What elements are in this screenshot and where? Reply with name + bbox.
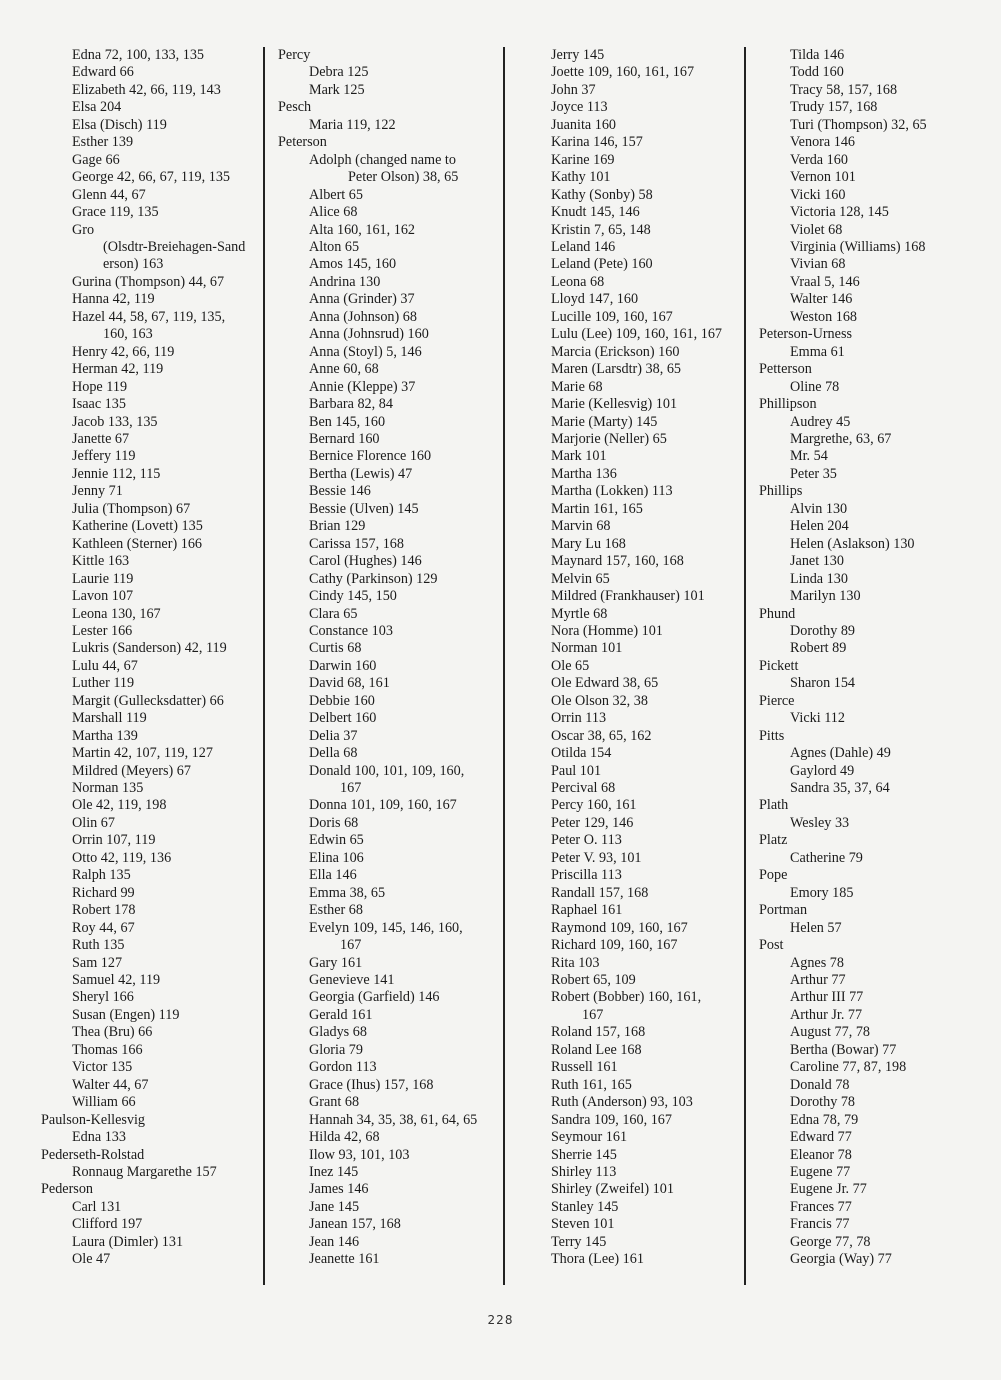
index-entry: Gaylord 49 — [790, 762, 855, 779]
index-entry: George 77, 78 — [790, 1233, 871, 1250]
index-entry: Debbie 160 — [309, 692, 375, 709]
index-entry: Gro — [72, 221, 95, 238]
index-entry: Elsa (Disch) 119 — [72, 116, 167, 133]
index-entry: George 42, 66, 67, 119, 135 — [72, 169, 231, 186]
index-entry: Francis 77 — [790, 1216, 850, 1233]
index-entry: Donald 100, 101, 109, 160, — [309, 762, 465, 779]
index-entry: Marie (Marty) 145 — [551, 413, 658, 430]
index-entry: Arthur 77 — [790, 972, 846, 989]
index-column-2 — [278, 47, 500, 1269]
index-entry: Todd 160 — [790, 64, 844, 81]
index-surname-heading: Pope — [759, 867, 788, 884]
index-surname-heading: Pitts — [759, 727, 785, 744]
index-surname-heading: Peterson-Urness — [759, 326, 852, 343]
index-entry: Henry 42, 66, 119 — [72, 343, 175, 360]
index-entry: Kristin 7, 65, 148 — [551, 221, 651, 238]
index-entry: Curtis 68 — [309, 640, 362, 657]
index-entry: Marie (Kellesvig) 101 — [551, 396, 678, 413]
index-surname-heading: Phund — [759, 605, 796, 622]
index-surname-heading: Pesch — [278, 99, 312, 116]
index-entry: Olin 67 — [72, 814, 115, 831]
index-entry: Roland Lee 168 — [551, 1041, 642, 1058]
index-entry: Alton 65 — [309, 238, 360, 255]
index-entry: Linda 130 — [790, 570, 848, 587]
index-entry: Delia 37 — [309, 727, 358, 744]
index-entry: Edna 133 — [72, 1129, 126, 1146]
index-entry: Helen (Aslakson) 130 — [790, 535, 915, 552]
index-entry: Sheryl 166 — [72, 989, 134, 1006]
index-entry: Randall 157, 168 — [551, 884, 649, 901]
index-entry: Juanita 160 — [551, 116, 617, 133]
index-entry: Anna (Johnsrud) 160 — [309, 326, 429, 343]
index-column-4 — [759, 47, 997, 1269]
index-entry: Georgia (Way) 77 — [790, 1251, 892, 1268]
index-entry: Jennie 112, 115 — [72, 465, 161, 482]
index-entry: Raymond 109, 160, 167 — [551, 919, 688, 936]
index-entry: Anna (Grinder) 37 — [309, 291, 415, 308]
index-entry: Robert 178 — [72, 902, 136, 919]
index-entry: Kathy (Sonby) 58 — [551, 186, 653, 203]
index-entry: Bessie (Ulven) 145 — [309, 500, 419, 517]
index-entry: Lucille 109, 160, 167 — [551, 308, 673, 325]
index-entry: Karina 146, 157 — [551, 134, 643, 151]
index-entry: Otilda 154 — [551, 745, 612, 762]
index-entry: Joyce 113 — [551, 99, 608, 116]
index-entry: Thomas 166 — [72, 1041, 143, 1058]
index-entry: Victoria 128, 145 — [790, 204, 889, 221]
index-entry: Martha 136 — [551, 465, 617, 482]
index-entry: Edwin 65 — [309, 832, 364, 849]
index-entry: Clifford 197 — [72, 1216, 143, 1233]
index-entry: Lloyd 147, 160 — [551, 291, 639, 308]
index-entry: Edward 77 — [790, 1129, 852, 1146]
index-entry: Alvin 130 — [790, 500, 848, 517]
index-entry: Carol (Hughes) 146 — [309, 553, 422, 570]
index-entry: Kathy 101 — [551, 169, 611, 186]
index-column-1 — [41, 47, 261, 1269]
index-entry: Julia (Thompson) 67 — [72, 500, 191, 517]
index-entry: Orrin 107, 119 — [72, 832, 156, 849]
index-entry: Marjorie (Neller) 65 — [551, 430, 667, 447]
index-entry: Mary Lu 168 — [551, 535, 626, 552]
index-entry: Ole Edward 38, 65 — [551, 675, 659, 692]
index-entry: Gordon 113 — [309, 1059, 377, 1076]
index-entry: Raphael 161 — [551, 902, 623, 919]
index-entry: Laura (Dimler) 131 — [72, 1233, 184, 1250]
index-entry: Margit (Gullecksdatter) 66 — [72, 692, 224, 709]
index-entry: Inez 145 — [309, 1164, 359, 1180]
index-entry: Anne 60, 68 — [309, 361, 379, 378]
index-entry: Gerald 161 — [309, 1006, 373, 1023]
index-entry: Hilda 42, 68 — [309, 1129, 380, 1146]
index-entry: Knudt 145, 146 — [551, 204, 640, 221]
index-entry: Ben 145, 160 — [309, 413, 386, 430]
index-entry: Eugene 77 — [790, 1164, 851, 1180]
index-entry: Edna 72, 100, 133, 135 — [72, 47, 205, 63]
index-entry: Isaac 135 — [72, 396, 126, 413]
index-entry: (Olsdtr-Breiehagen-Sand — [103, 238, 246, 255]
index-entry: Peter O. 113 — [551, 832, 622, 849]
column-divider — [263, 47, 265, 1285]
index-entry: Nora (Homme) 101 — [551, 622, 663, 639]
index-entry: Samuel 42, 119 — [72, 972, 161, 989]
index-entry: Ella 146 — [309, 867, 357, 884]
index-entry: Agnes (Dahle) 49 — [790, 745, 891, 762]
index-surname-heading: Petterson — [759, 361, 812, 378]
index-entry: Glenn 44, 67 — [72, 186, 146, 203]
index-entry: Grace (Ihus) 157, 168 — [309, 1076, 434, 1093]
index-entry: Peter 35 — [790, 465, 837, 482]
index-entry: Kittle 163 — [72, 553, 130, 570]
index-entry: Turi (Thompson) 32, 65 — [790, 116, 927, 133]
index-entry: Bertha (Bowar) 77 — [790, 1041, 897, 1058]
index-entry: Arthur Jr. 77 — [790, 1006, 863, 1023]
index-entry: Gurina (Thompson) 44, 67 — [72, 273, 225, 290]
index-surname-heading: Percy — [278, 47, 311, 63]
index-entry: Jean 146 — [309, 1233, 360, 1250]
index-entry: Mildred (Meyers) 67 — [72, 762, 191, 779]
index-surname-heading: Phillipson — [759, 396, 817, 413]
index-entry: Vicki 160 — [790, 186, 846, 203]
index-entry: Darwin 160 — [309, 657, 377, 674]
index-entry: Mark 125 — [309, 81, 365, 98]
index-surname-heading: Paulson-Kellesvig — [41, 1111, 146, 1128]
index-entry: Grant 68 — [309, 1094, 360, 1111]
index-entry: Norman 101 — [551, 640, 623, 657]
column-divider — [503, 47, 505, 1285]
index-entry: Verda 160 — [790, 151, 848, 168]
index-entry: Esther 139 — [72, 134, 134, 151]
index-entry: 160, 163 — [103, 326, 153, 343]
index-entry: Weston 168 — [790, 308, 858, 325]
index-entry: Richard 109, 160, 167 — [551, 937, 678, 954]
index-entry: Emory 185 — [790, 884, 854, 901]
index-entry: Paul 101 — [551, 762, 602, 779]
index-entry: Debra 125 — [309, 64, 369, 81]
index-entry: Victor 135 — [72, 1059, 133, 1076]
index-entry: Clara 65 — [309, 605, 358, 622]
index-entry: Vernon 101 — [790, 169, 856, 186]
index-entry: Orrin 113 — [551, 710, 607, 727]
index-entry: Ole 65 — [551, 657, 590, 674]
index-entry: Joette 109, 160, 161, 167 — [551, 64, 695, 81]
index-entry: erson) 163 — [103, 256, 164, 273]
index-entry: Thora (Lee) 161 — [551, 1251, 644, 1268]
index-entry: Della 68 — [309, 745, 358, 762]
index-entry: Tilda 146 — [790, 47, 845, 63]
index-entry: Laurie 119 — [72, 570, 134, 587]
index-entry: Gary 161 — [309, 954, 363, 971]
index-entry: Bessie 146 — [309, 483, 371, 500]
index-entry: Lavon 107 — [72, 588, 134, 605]
index-entry: Terry 145 — [551, 1233, 607, 1250]
index-entry: Sam 127 — [72, 954, 123, 971]
index-entry: Gladys 68 — [309, 1024, 367, 1041]
index-entry: Rita 103 — [551, 954, 600, 971]
index-entry: Percival 68 — [551, 780, 616, 797]
index-entry: Catherine 79 — [790, 849, 863, 866]
index-entry: Elsa 204 — [72, 99, 122, 116]
index-entry: Marie 68 — [551, 378, 603, 395]
index-entry: Janean 157, 168 — [309, 1216, 401, 1233]
index-entry: Walter 146 — [790, 291, 853, 308]
index-entry: Ilow 93, 101, 103 — [309, 1146, 410, 1163]
index-entry: Susan (Engen) 119 — [72, 1006, 180, 1023]
index-entry: Sharon 154 — [790, 675, 856, 692]
index-entry: Carissa 157, 168 — [309, 535, 404, 552]
index-entry: Otto 42, 119, 136 — [72, 849, 172, 866]
index-surname-heading: Phillips — [759, 483, 803, 500]
index-entry: Ole 42, 119, 198 — [72, 797, 167, 814]
index-surname-heading: Plath — [759, 797, 789, 814]
index-entry: Lukris (Sanderson) 42, 119 — [72, 640, 227, 657]
index-entry: Wesley 33 — [790, 814, 850, 831]
index-entry: Alta 160, 161, 162 — [309, 221, 416, 238]
index-entry: Roland 157, 168 — [551, 1024, 646, 1041]
index-entry: Vraal 5, 146 — [790, 273, 860, 290]
index-entry: Oscar 38, 65, 162 — [551, 727, 652, 744]
index-entry: Leona 68 — [551, 273, 605, 290]
index-entry: Margrethe, 63, 67 — [790, 430, 892, 447]
index-entry: Lulu (Lee) 109, 160, 161, 167 — [551, 326, 723, 343]
index-entry: Mr. 54 — [790, 448, 828, 465]
index-entry: Oline 78 — [790, 378, 840, 395]
index-entry: Brian 129 — [309, 518, 366, 535]
index-entry: Gloria 79 — [309, 1041, 363, 1058]
index-entry: Arthur III 77 — [790, 989, 864, 1006]
index-entry: Constance 103 — [309, 622, 393, 639]
index-entry: Hannah 34, 35, 38, 61, 64, 65 — [309, 1111, 478, 1128]
index-entry: Tracy 58, 157, 168 — [790, 81, 898, 98]
index-entry: Robert (Bobber) 160, 161, — [551, 989, 702, 1006]
index-entry: Cindy 145, 150 — [309, 588, 397, 605]
index-surname-heading: Peterson — [278, 134, 327, 151]
index-entry: Emma 38, 65 — [309, 884, 386, 901]
index-entry: 167 — [582, 1006, 604, 1023]
index-entry: John 37 — [551, 81, 596, 98]
index-entry: Robert 89 — [790, 640, 847, 657]
index-entry: Peter Olson) 38, 65 — [348, 169, 459, 186]
index-entry: Helen 57 — [790, 919, 842, 936]
index-entry: Jerry 145 — [551, 47, 605, 63]
index-entry: Janette 67 — [72, 430, 130, 447]
index-surname-heading: Platz — [759, 832, 788, 849]
index-entry: Leona 130, 167 — [72, 605, 161, 622]
index-entry: Leland (Pete) 160 — [551, 256, 653, 273]
index-entry: Amos 145, 160 — [309, 256, 397, 273]
index-entry: Anna (Stoyl) 5, 146 — [309, 343, 422, 360]
index-entry: Gage 66 — [72, 151, 120, 168]
index-entry: Annie (Kleppe) 37 — [309, 378, 416, 395]
index-entry: Marvin 68 — [551, 518, 611, 535]
index-entry: Myrtle 68 — [551, 605, 608, 622]
index-entry: Katherine (Lovett) 135 — [72, 518, 203, 535]
index-entry: Sherrie 145 — [551, 1146, 617, 1163]
index-surname-heading: Pederseth-Rolstad — [41, 1146, 145, 1163]
index-entry: Caroline 77, 87, 198 — [790, 1059, 907, 1076]
index-entry: Sandra 35, 37, 64 — [790, 780, 890, 797]
index-entry: Robert 65, 109 — [551, 972, 636, 989]
index-entry: Melvin 65 — [551, 570, 610, 587]
index-entry: Martha (Lokken) 113 — [551, 483, 673, 500]
index-surname-heading: Pierce — [759, 692, 795, 709]
index-entry: Hope 119 — [72, 378, 128, 395]
index-entry: Shirley (Zweifel) 101 — [551, 1181, 674, 1198]
index-entry: Maynard 157, 160, 168 — [551, 553, 684, 570]
index-entry: Donald 78 — [790, 1076, 850, 1093]
index-entry: 167 — [340, 937, 362, 954]
index-entry: Marilyn 130 — [790, 588, 861, 605]
index-entry: Ruth 135 — [72, 937, 125, 954]
index-entry: Hanna 42, 119 — [72, 291, 155, 308]
index-column-3 — [520, 47, 742, 1269]
index-entry: Grace 119, 135 — [72, 204, 159, 221]
index-entry: Doris 68 — [309, 814, 359, 831]
page-number: 228 — [487, 1313, 514, 1327]
index-entry: Roy 44, 67 — [72, 919, 135, 936]
index-entry: Eleanor 78 — [790, 1146, 852, 1163]
index-surname-heading: Pederson — [41, 1181, 94, 1198]
index-entry: Martin 161, 165 — [551, 500, 643, 517]
index-entry: Priscilla 113 — [551, 867, 622, 884]
index-entry: Peter V. 93, 101 — [551, 849, 642, 866]
index-entry: Emma 61 — [790, 343, 845, 360]
index-entry: Ralph 135 — [72, 867, 131, 884]
index-entry: Seymour 161 — [551, 1129, 628, 1146]
index-entry: Walter 44, 67 — [72, 1076, 149, 1093]
index-entry: Bernard 160 — [309, 430, 380, 447]
index-entry: Anna (Johnson) 68 — [309, 308, 417, 325]
index-entry: Kathleen (Sterner) 166 — [72, 535, 203, 552]
index-entry: Lulu 44, 67 — [72, 657, 138, 674]
index-entry: Jenny 71 — [72, 483, 123, 500]
column-divider — [744, 47, 746, 1285]
index-entry: Georgia (Garfield) 146 — [309, 989, 440, 1006]
index-entry: Dorothy 78 — [790, 1094, 856, 1111]
index-entry: Dorothy 89 — [790, 622, 856, 639]
index-entry: Marshall 119 — [72, 710, 147, 727]
index-entry: Trudy 157, 168 — [790, 99, 878, 116]
index-entry: William 66 — [72, 1094, 136, 1111]
index-entry: Alice 68 — [309, 204, 358, 221]
index-entry: Elina 106 — [309, 849, 364, 866]
index-surname-heading: Portman — [759, 902, 808, 919]
index-entry: Helen 204 — [790, 518, 849, 535]
index-entry: Andrina 130 — [309, 273, 381, 290]
index-entry: Mark 101 — [551, 448, 607, 465]
index-entry: Bernice Florence 160 — [309, 448, 432, 465]
index-entry: Percy 160, 161 — [551, 797, 637, 814]
index-entry: Norman 135 — [72, 780, 144, 797]
index-entry: Ruth (Anderson) 93, 103 — [551, 1094, 693, 1111]
index-entry: Vivian 68 — [790, 256, 846, 273]
index-entry: Jeanette 161 — [309, 1251, 380, 1268]
index-entry: Donna 101, 109, 160, 167 — [309, 797, 457, 814]
index-entry: James 146 — [309, 1181, 369, 1198]
index-entry: Karine 169 — [551, 151, 615, 168]
index-entry: Marcia (Erickson) 160 — [551, 343, 680, 360]
index-entry: Cathy (Parkinson) 129 — [309, 570, 438, 587]
index-entry: Evelyn 109, 145, 146, 160, — [309, 919, 463, 936]
index-entry: Barbara 82, 84 — [309, 396, 393, 413]
index-entry: Frances 77 — [790, 1198, 852, 1215]
index-entry: Russell 161 — [551, 1059, 618, 1076]
index-entry: Luther 119 — [72, 675, 135, 692]
index-entry: Jeffery 119 — [72, 448, 136, 465]
index-surname-heading: Post — [759, 937, 784, 954]
index-entry: Esther 68 — [309, 902, 363, 919]
index-entry: Herman 42, 119 — [72, 361, 164, 378]
index-entry: Audrey 45 — [790, 413, 851, 430]
index-entry: 167 — [340, 780, 362, 797]
index-entry: Steven 101 — [551, 1216, 615, 1233]
index-entry: Mildred (Frankhauser) 101 — [551, 588, 705, 605]
index-entry: Venora 146 — [790, 134, 856, 151]
index-entry: Violet 68 — [790, 221, 843, 238]
index-entry: Carl 131 — [72, 1198, 122, 1215]
index-entry: Albert 65 — [309, 186, 363, 203]
index-entry: Leland 146 — [551, 238, 616, 255]
index-entry: Eugene Jr. 77 — [790, 1181, 867, 1198]
index-entry: Thea (Bru) 66 — [72, 1024, 153, 1041]
index-entry: Martin 42, 107, 119, 127 — [72, 745, 213, 762]
index-entry: Delbert 160 — [309, 710, 377, 727]
index-entry: Maren (Larsdtr) 38, 65 — [551, 361, 682, 378]
index-entry: Hazel 44, 58, 67, 119, 135, — [72, 308, 226, 325]
index-entry: Lester 166 — [72, 622, 133, 639]
index-entry: Janet 130 — [790, 553, 844, 570]
index-entry: Virginia (Williams) 168 — [790, 238, 926, 255]
index-entry: Martha 139 — [72, 727, 138, 744]
index-entry: Peter 129, 146 — [551, 814, 634, 831]
index-entry: Richard 99 — [72, 884, 135, 901]
index-entry: Shirley 113 — [551, 1164, 617, 1180]
index-entry: Elizabeth 42, 66, 119, 143 — [72, 81, 221, 98]
index-entry: David 68, 161 — [309, 675, 390, 692]
index-entry: Ole 47 — [72, 1251, 111, 1268]
index-entry: Jacob 133, 135 — [72, 413, 158, 430]
index-entry: Sandra 109, 160, 167 — [551, 1111, 672, 1128]
index-entry: Agnes 78 — [790, 954, 844, 971]
index-entry: Edna 78, 79 — [790, 1111, 859, 1128]
index-entry: Vicki 112 — [790, 710, 845, 727]
index-entry: Genevieve 141 — [309, 972, 395, 989]
index-entry: Maria 119, 122 — [309, 116, 396, 133]
index-entry: Ronnaug Margarethe 157 — [72, 1164, 217, 1180]
index-entry: Bertha (Lewis) 47 — [309, 465, 413, 482]
index-entry: August 77, 78 — [790, 1024, 871, 1041]
index-entry: Stanley 145 — [551, 1198, 619, 1215]
index-entry: Ruth 161, 165 — [551, 1076, 632, 1093]
index-entry: Jane 145 — [309, 1198, 360, 1215]
index-surname-heading: Pickett — [759, 657, 799, 674]
index-entry: Ole Olson 32, 38 — [551, 692, 648, 709]
index-entry: Edward 66 — [72, 64, 134, 81]
index-entry: Adolph (changed name to — [309, 151, 456, 168]
